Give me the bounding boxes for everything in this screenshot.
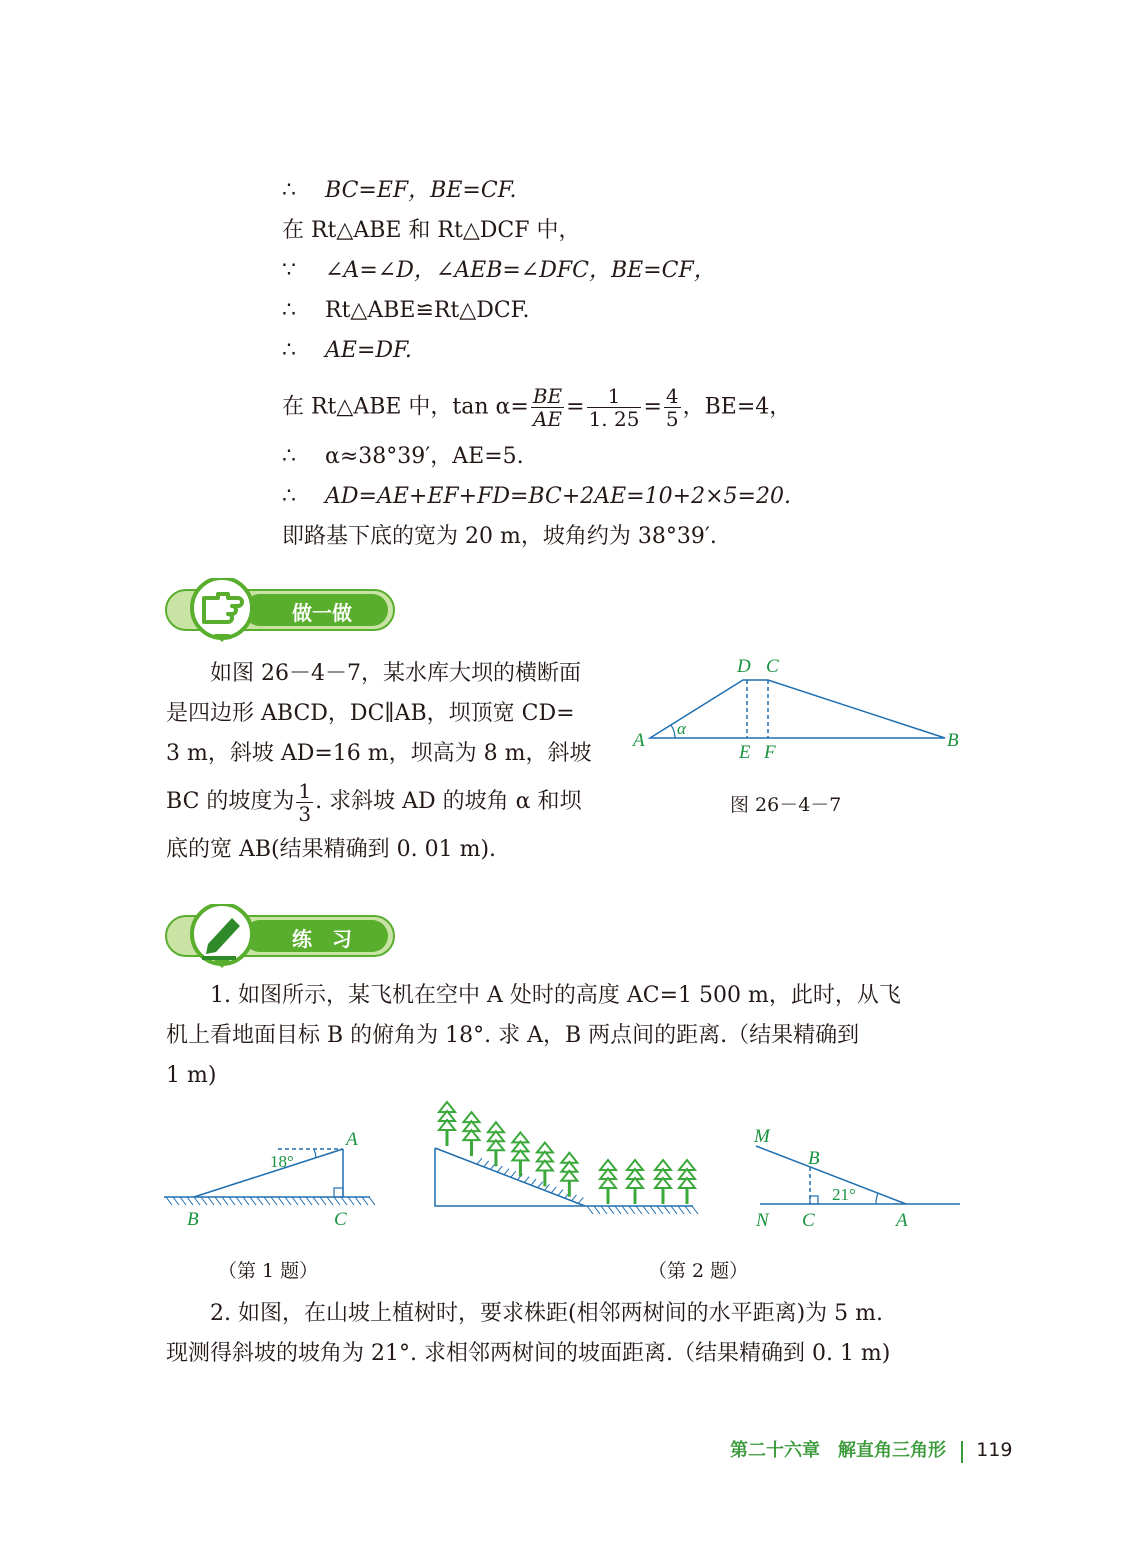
exercise-line: 1. 如图所示，某飞机在空中 A 处时的高度 AC=1 500 m，此时，从飞	[210, 983, 901, 1008]
fraction-be-ae: $\frac{BE}{AE}$	[532, 384, 563, 431]
chapter-title: 第二十六章 解直角三角形	[730, 1440, 946, 1461]
label-M: M	[754, 1126, 770, 1147]
tree-icon	[537, 1143, 553, 1187]
footer-divider	[961, 1441, 963, 1463]
because-symbol: ∵	[282, 258, 296, 283]
proof-text: 在 Rt△ABE 中，tan α=	[282, 394, 529, 420]
figure-caption-2: （第 2 题）	[648, 1260, 749, 1282]
figure-caption-1: （第 1 题）	[218, 1260, 319, 1282]
tree-icon	[679, 1160, 695, 1204]
therefore-symbol: ∴	[282, 178, 296, 203]
tree-icon	[463, 1112, 479, 1156]
equals-sign: =	[643, 394, 662, 420]
label-alpha: α	[677, 719, 686, 738]
tree-icon	[488, 1122, 504, 1166]
proof-text: ∠A=∠D，∠AEB=∠DFC，BE=CF，	[325, 258, 716, 283]
exercise-line: 2. 如图，在山坡上植树时，要求株距(相邻两树间的水平距离)为 5 m.	[210, 1301, 883, 1326]
exercise-line: 现测得斜坡的坡角为 21°. 求相邻两树间的坡面距离.（结果精确到 0. 1 m)	[166, 1341, 891, 1366]
figure-caption: 图 26－4－7	[730, 794, 842, 816]
tree-icon	[512, 1132, 528, 1176]
label-E: E	[739, 742, 751, 763]
proof-line-4	[282, 296, 530, 326]
therefore-symbol: ∴	[282, 484, 296, 509]
label-B: B	[947, 730, 959, 751]
proof-line-9	[282, 522, 717, 552]
page-number: 119	[976, 1439, 1013, 1461]
exercise-line: 机上看地面目标 B 的俯角为 18°. 求 A，B 两点间的距离.（结果精确到	[166, 1023, 860, 1048]
banner-title-practice: 练 习	[292, 927, 352, 951]
activity-line: 如图 26－4－7，某水库大坝的横断面	[210, 661, 581, 686]
label-B: B	[187, 1209, 199, 1230]
tree-icon	[627, 1160, 643, 1204]
proof-line-7	[282, 442, 524, 472]
label-F: F	[764, 742, 776, 763]
proof-text: ，BE=4，	[682, 394, 792, 420]
equals-sign: =	[566, 394, 585, 420]
activity-line: BC 的坡度为 $\frac{1}{3}$ . 求斜坡 AD 的坡角 α 和坝	[166, 778, 582, 826]
activity-line: 是四边形 ABCD，DC∥AB，坝顶宽 CD=	[166, 701, 575, 726]
activity-line: 底的宽 AB(结果精确到 0. 01 m).	[166, 837, 497, 862]
fraction-4-5: $\frac{4}{5}$	[665, 384, 679, 431]
label-A: A	[633, 730, 645, 751]
proof-text: BC=EF，BE=CF.	[325, 178, 517, 203]
slope-angle-figure	[748, 1120, 963, 1235]
proof-line-3	[282, 256, 716, 286]
tree-icon	[655, 1160, 671, 1204]
proof-text: 在 Rt△ABE 和 Rt△DCF 中，	[282, 218, 581, 243]
label-N: N	[756, 1210, 769, 1231]
proof-text: AE=DF.	[325, 338, 412, 363]
banner-title-do: 做一做	[292, 601, 352, 625]
label-D: D	[737, 656, 751, 677]
exercise-2-text	[166, 1294, 966, 1374]
proof-text: 即路基下底的宽为 20 m，坡角约为 38°39′.	[282, 524, 717, 549]
activity-text	[166, 654, 616, 870]
airplane-figure	[160, 1125, 375, 1235]
proof-text: AD=AE+EF+FD=BC+2AE=10+2×5=20.	[325, 484, 791, 509]
proof-line-5	[282, 336, 412, 366]
therefore-symbol: ∴	[282, 338, 296, 363]
tree-group	[439, 1102, 695, 1204]
therefore-symbol: ∴	[282, 298, 296, 323]
practice-banner	[164, 904, 396, 960]
proof-line-6	[282, 385, 791, 430]
label-A: A	[896, 1210, 908, 1231]
proof-line-1	[282, 176, 517, 206]
label-angle-21: 21°	[832, 1185, 856, 1204]
proof-line-2	[282, 216, 580, 246]
proof-line-8	[282, 482, 791, 512]
activity-banner	[164, 578, 396, 634]
fraction-1-3: $\frac{1}{3}$	[298, 778, 312, 826]
dam-cross-section-figure	[625, 650, 970, 775]
exercise-1-text	[166, 976, 966, 1096]
proof-text: Rt△ABE≌Rt△DCF.	[325, 298, 530, 323]
tree-icon	[561, 1153, 577, 1197]
hillside-trees-figure	[425, 1098, 700, 1223]
label-B: B	[808, 1148, 820, 1169]
proof-text: α≈38°39′，AE=5.	[325, 444, 524, 469]
label-A: A	[346, 1129, 358, 1150]
tree-icon	[439, 1102, 455, 1146]
fraction-1-125: $\frac{1}{1. 25}$	[588, 384, 640, 431]
page-footer	[730, 1436, 1012, 1463]
tree-icon	[600, 1160, 616, 1204]
therefore-symbol: ∴	[282, 444, 296, 469]
label-C: C	[766, 656, 779, 677]
activity-line: 3 m，斜坡 AD=16 m，坝高为 8 m，斜坡	[166, 741, 592, 766]
label-C: C	[802, 1210, 815, 1231]
exercise-line: 1 m)	[166, 1063, 217, 1088]
label-C: C	[334, 1209, 347, 1230]
label-angle-18: 18°	[270, 1152, 294, 1171]
